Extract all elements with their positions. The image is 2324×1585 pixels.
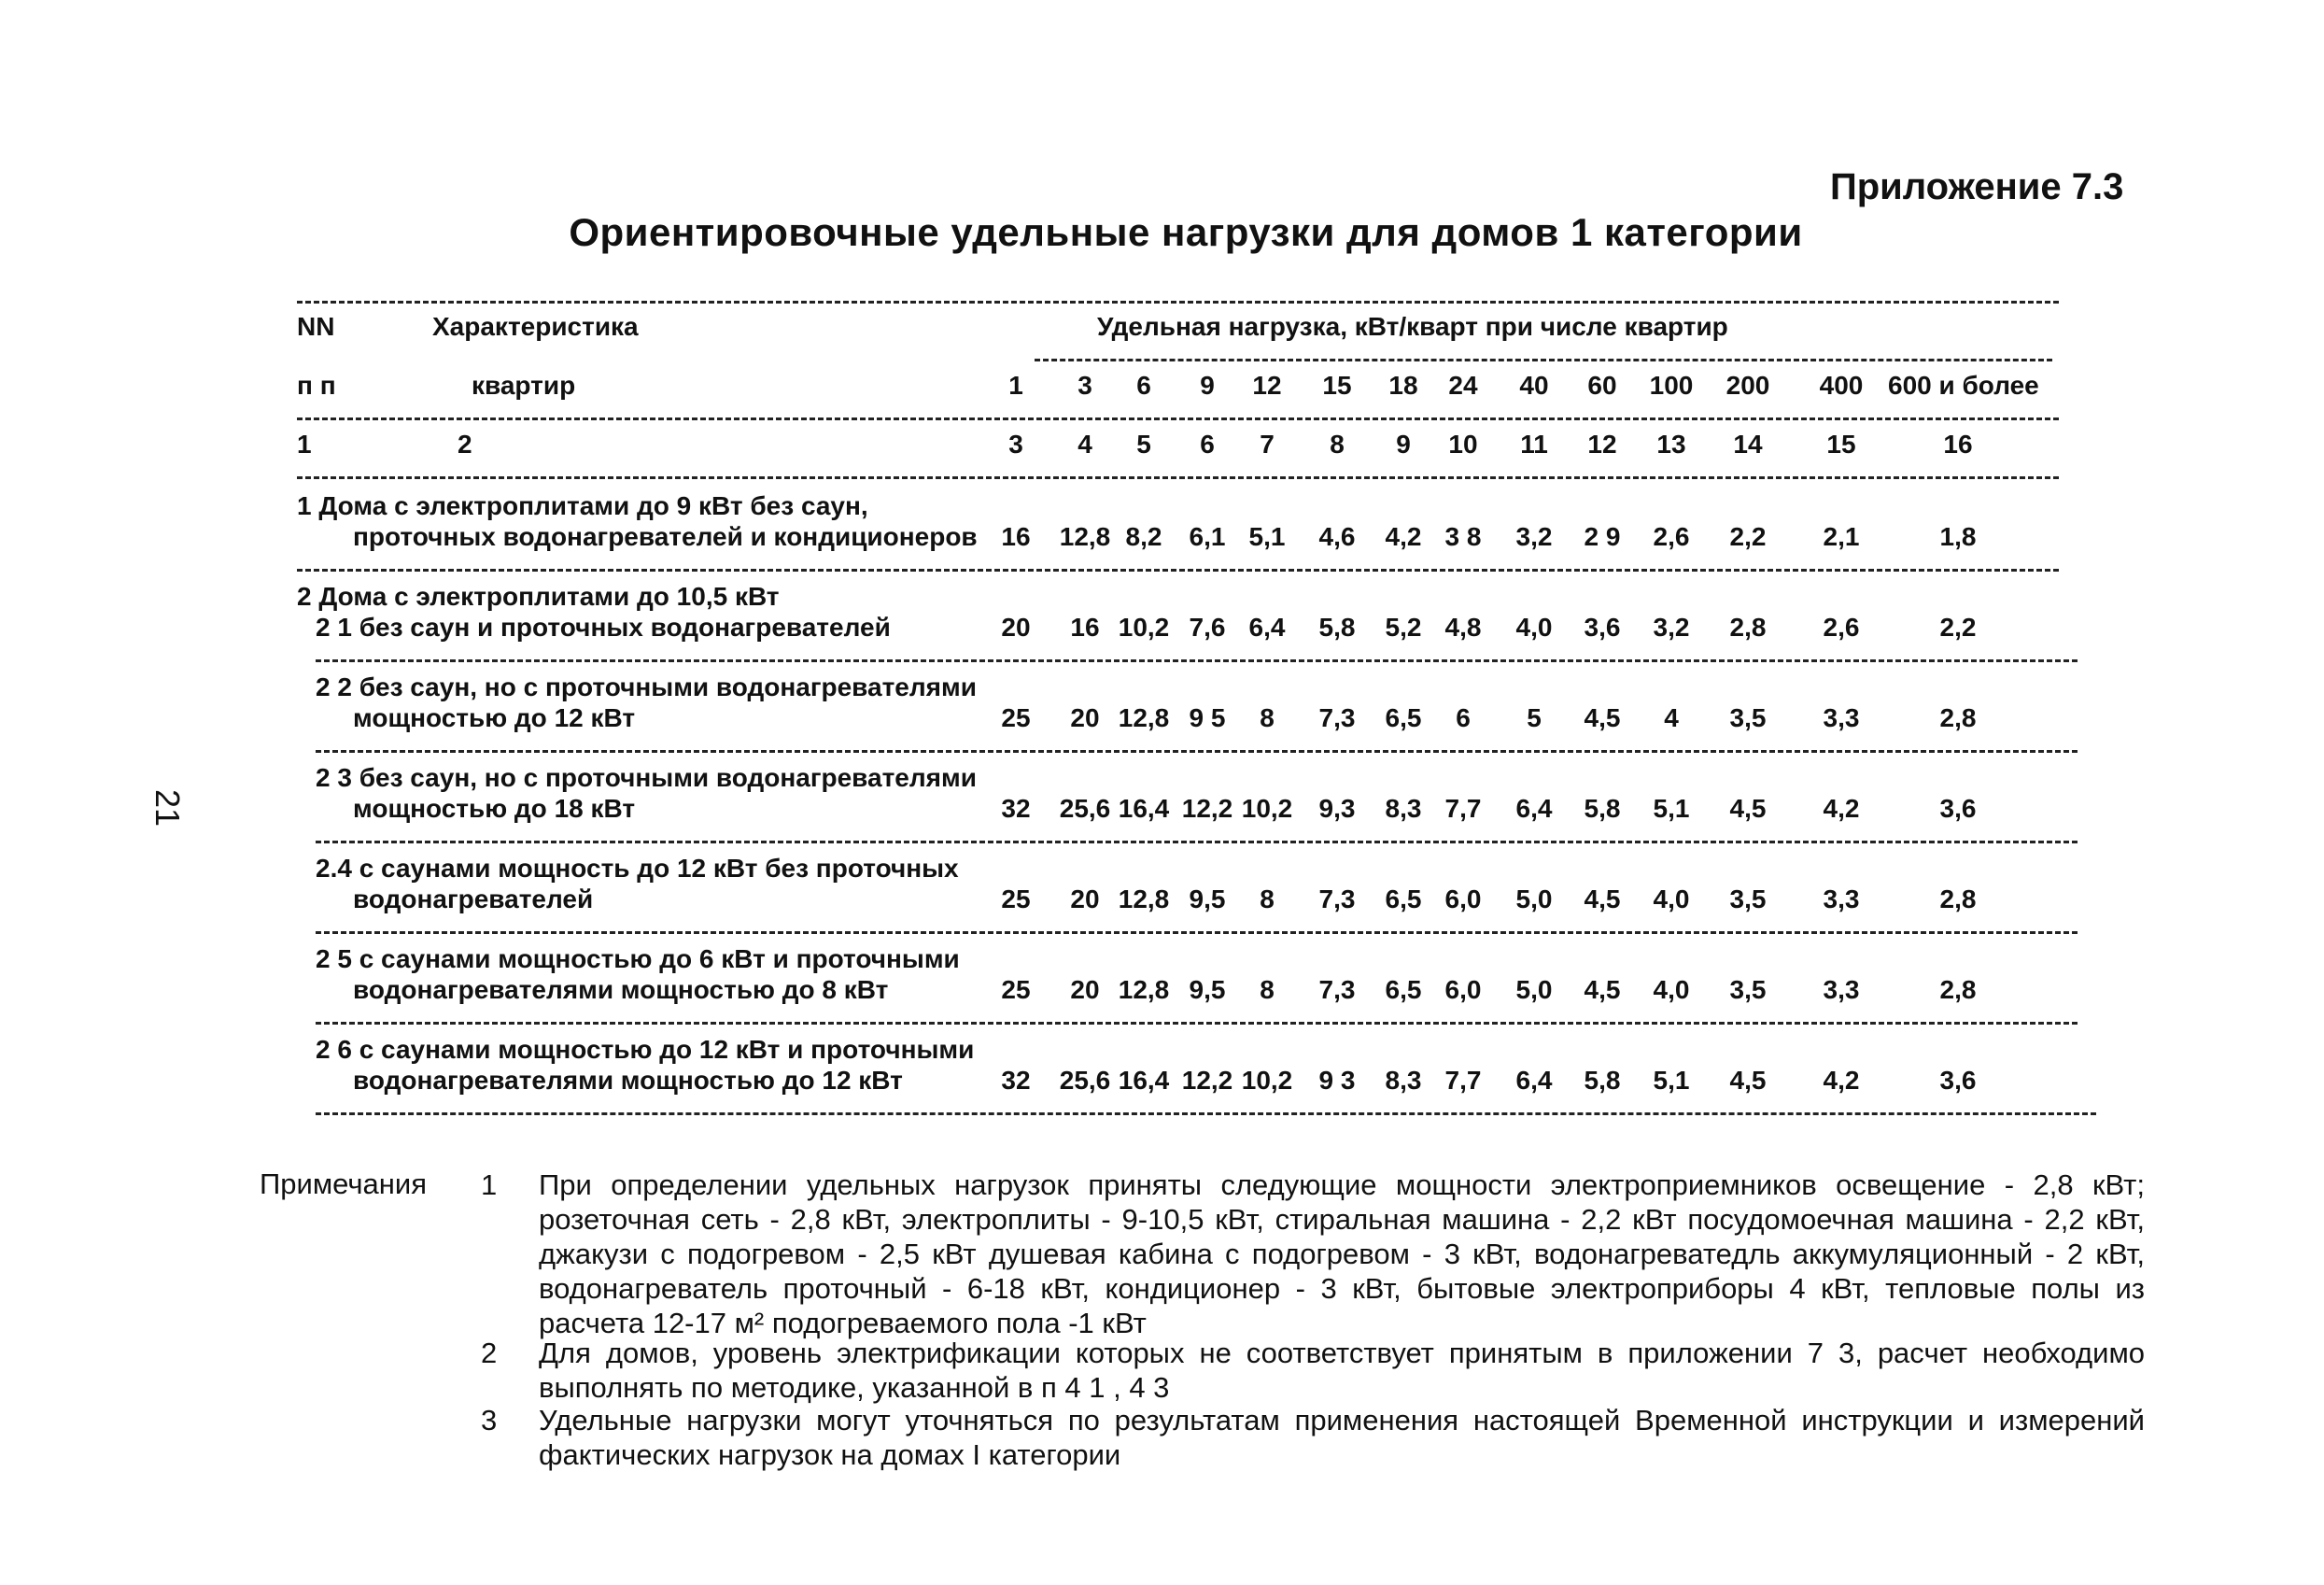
row-value: 8,3 (1385, 794, 1422, 823)
row-characteristic-line1: 2.4 с саунами мощность до 12 кВт без проточных (316, 854, 959, 883)
column-number: 4 (1077, 430, 1092, 459)
count-header: 600 и более (1888, 371, 2039, 400)
row-separator (297, 569, 2059, 572)
row-characteristic-line2: мощностью до 12 кВт (353, 703, 636, 732)
notes-label: Примечания (260, 1168, 427, 1200)
column-number: 1 (297, 430, 312, 459)
column-number: 5 (1136, 430, 1151, 459)
note-number: 1 (481, 1168, 498, 1201)
row-value: 20 (1070, 884, 1100, 913)
header-apartments: квартир (472, 371, 576, 400)
row-value: 20 (1070, 975, 1100, 1004)
row-value: 5,2 (1385, 613, 1422, 642)
row-value: 5 (1527, 703, 1542, 732)
row-value: 10,2 (1118, 613, 1170, 642)
row-value: 16 (1001, 522, 1031, 551)
row-separator (316, 1022, 2078, 1025)
header-nn: NN (297, 312, 335, 341)
row-value: 2,2 (1939, 613, 1977, 642)
rule-colnum-bottom (297, 476, 2059, 479)
column-number: 16 (1943, 430, 1973, 459)
row-value: 16,4 (1118, 1066, 1170, 1095)
row-characteristic-line2: 2 1 без саун и проточных водонагревателей (316, 613, 891, 642)
row-value: 12,8 (1118, 703, 1170, 732)
row-value: 3,2 (1653, 613, 1690, 642)
row-value: 8 (1260, 703, 1275, 732)
row-value: 8,2 (1125, 522, 1162, 551)
count-header: 12 (1252, 371, 1282, 400)
row-value: 6 (1456, 703, 1471, 732)
row-value: 4,5 (1584, 703, 1621, 732)
row-value: 6,4 (1515, 794, 1553, 823)
column-number: 11 (1520, 430, 1548, 459)
row-value: 9,3 (1318, 794, 1356, 823)
row-value: 6,0 (1444, 884, 1482, 913)
row-characteristic-line2: проточных водонагревателей и кондиционеров (353, 522, 978, 551)
row-value: 4,0 (1653, 884, 1690, 913)
row-value: 12,2 (1181, 794, 1233, 823)
row-value: 6,5 (1385, 975, 1422, 1004)
row-value: 6,4 (1248, 613, 1286, 642)
row-value: 25,6 (1059, 794, 1111, 823)
note-text: Для домов, уровень электрификации которых не соответствует принятым в приложении 7 3, расчет необходимо выполнять по методике, указанной в п 4 1 , 4 3 (539, 1337, 2145, 1404)
row-separator (316, 750, 2078, 753)
row-value: 3,3 (1823, 703, 1860, 732)
count-header: 100 (1649, 371, 1694, 400)
note-number: 3 (481, 1404, 498, 1436)
row-characteristic-line2: водонагревателями мощностью до 8 кВт (353, 975, 889, 1004)
column-number: 14 (1733, 430, 1763, 459)
row-value: 5,1 (1248, 522, 1286, 551)
row-value: 4,0 (1653, 975, 1690, 1004)
row-value: 2,1 (1823, 522, 1860, 551)
row-value: 7,3 (1318, 975, 1356, 1004)
count-header: 18 (1388, 371, 1418, 400)
row-value: 3,6 (1939, 1066, 1977, 1095)
row-value: 9,5 (1189, 975, 1226, 1004)
header-load-group: Удельная нагрузка, кВт/кварт при числе квартир (1097, 312, 1728, 341)
row-value: 4 (1664, 703, 1679, 732)
row-value: 2,8 (1939, 975, 1977, 1004)
count-header: 15 (1322, 371, 1352, 400)
count-header: 3 (1077, 371, 1092, 400)
count-header: 40 (1519, 371, 1549, 400)
row-value: 25,6 (1059, 1066, 1111, 1095)
row-value: 3 8 (1444, 522, 1482, 551)
row-value: 3,6 (1939, 794, 1977, 823)
row-value: 16,4 (1118, 794, 1170, 823)
row-value: 12,8 (1118, 884, 1170, 913)
count-header: 60 (1587, 371, 1617, 400)
row-characteristic-line1: 2 2 без саун, но с проточными водонагревателями (316, 672, 977, 701)
rule-group (1035, 359, 2052, 361)
row-value: 25 (1001, 975, 1031, 1004)
row-value: 2,8 (1729, 613, 1767, 642)
row-value: 3,5 (1729, 703, 1767, 732)
row-value: 32 (1001, 794, 1031, 823)
row-value: 25 (1001, 884, 1031, 913)
row-value: 4,8 (1444, 613, 1482, 642)
column-number: 15 (1826, 430, 1856, 459)
column-number: 9 (1396, 430, 1411, 459)
row-value: 2,8 (1939, 884, 1977, 913)
row-characteristic-line1: 2 Дома с электроплитами до 10,5 кВт (297, 582, 780, 611)
header-pp: п п (297, 371, 336, 400)
row-value: 9 5 (1189, 703, 1226, 732)
column-number: 10 (1448, 430, 1478, 459)
column-number: 6 (1200, 430, 1215, 459)
row-value: 7,3 (1318, 884, 1356, 913)
row-value: 4,5 (1584, 884, 1621, 913)
row-value: 4,5 (1584, 975, 1621, 1004)
note-text: При определении удельных нагрузок приняты следующие мощности электроприемников освещение - 2,8 кВт; розеточная сеть - 2,8 кВт, электроплиты - 9-10,5 кВт, стиральная машина - 2,2 кВт посудомоечная машина - 2,2 кВт, джакузи с подогревом - 2,5 кВт душевая кабина с подогревом - 3 кВт, водонагреватедль аккумуляционный - 2 кВт, водонагреватель проточный - 6-18 кВт, кондиционер - 3 кВт, бытовые электроприборы 4 кВт, тепловые полы из расчета 12-17 м² подогреваемого пола -1 кВт (539, 1168, 2145, 1339)
row-value: 9 3 (1318, 1066, 1356, 1095)
row-value: 12,8 (1059, 522, 1111, 551)
row-value: 20 (1070, 703, 1100, 732)
row-value: 5,8 (1584, 794, 1621, 823)
column-number: 2 (458, 430, 472, 459)
row-value: 4,6 (1318, 522, 1356, 551)
note-number: 2 (481, 1337, 498, 1369)
row-characteristic-line1: 1 Дома с электроплитами до 9 кВт без саун, (297, 491, 868, 520)
row-value: 7,7 (1444, 794, 1482, 823)
row-value: 4,2 (1823, 794, 1860, 823)
row-value: 2,2 (1729, 522, 1767, 551)
row-value: 6,1 (1189, 522, 1226, 551)
rule-head-bottom (297, 417, 2059, 420)
count-header: 9 (1200, 371, 1215, 400)
count-header: 24 (1448, 371, 1478, 400)
row-value: 3,2 (1515, 522, 1553, 551)
row-value: 3,6 (1584, 613, 1621, 642)
row-value: 6,5 (1385, 884, 1422, 913)
table-title: Ориентировочные удельные нагрузки для домов 1 категории (569, 210, 1803, 254)
row-value: 5,8 (1584, 1066, 1621, 1095)
row-value: 12,8 (1118, 975, 1170, 1004)
row-value: 3,5 (1729, 975, 1767, 1004)
row-value: 6,5 (1385, 703, 1422, 732)
row-value: 5,8 (1318, 613, 1356, 642)
column-number: 12 (1587, 430, 1617, 459)
row-value: 4,2 (1385, 522, 1422, 551)
row-value: 32 (1001, 1066, 1031, 1095)
row-value: 2,8 (1939, 703, 1977, 732)
row-value: 5,0 (1515, 884, 1553, 913)
count-header: 200 (1725, 371, 1770, 400)
row-value: 3,3 (1823, 975, 1860, 1004)
row-value: 9,5 (1189, 884, 1226, 913)
row-value: 5,0 (1515, 975, 1553, 1004)
row-characteristic-line2: мощностью до 18 кВт (353, 794, 636, 823)
column-number: 7 (1260, 430, 1275, 459)
count-header: 1 (1008, 371, 1023, 400)
row-value: 10,2 (1241, 794, 1293, 823)
row-separator (316, 931, 2078, 934)
row-value: 25 (1001, 703, 1031, 732)
row-separator (316, 1112, 2096, 1115)
row-value: 20 (1001, 613, 1031, 642)
row-characteristic-line2: водонагревателей (353, 884, 594, 913)
row-value: 3,3 (1823, 884, 1860, 913)
row-value: 8,3 (1385, 1066, 1422, 1095)
row-separator (316, 841, 2078, 843)
row-characteristic-line1: 2 3 без саун, но с проточными водонагревателями (316, 763, 977, 792)
page-number: 21 (148, 789, 187, 828)
count-header: 6 (1136, 371, 1151, 400)
row-value: 2,6 (1823, 613, 1860, 642)
row-value: 10,2 (1241, 1066, 1293, 1095)
row-value: 4,5 (1729, 1066, 1767, 1095)
row-value: 5,1 (1653, 794, 1690, 823)
row-value: 7,6 (1189, 613, 1226, 642)
row-characteristic-line2: водонагревателями мощностью до 12 кВт (353, 1066, 903, 1095)
row-value: 2,6 (1653, 522, 1690, 551)
row-value: 7,7 (1444, 1066, 1482, 1095)
row-value: 4,2 (1823, 1066, 1860, 1095)
header-characteristic: Характеристика (432, 312, 639, 341)
row-characteristic-line1: 2 6 с саунами мощностью до 12 кВт и проточными (316, 1035, 975, 1064)
row-value: 8 (1260, 975, 1275, 1004)
row-separator (316, 659, 2078, 662)
row-characteristic-line1: 2 5 с саунами мощностью до 6 кВт и проточными (316, 944, 960, 973)
row-value: 4,5 (1729, 794, 1767, 823)
column-number: 3 (1008, 430, 1023, 459)
row-value: 2 9 (1584, 522, 1621, 551)
note-text: Удельные нагрузки могут уточняться по результатам применения настоящей Временной инструкции и измерений фактических нагрузок на домах I категории (539, 1404, 2145, 1471)
row-value: 6,4 (1515, 1066, 1553, 1095)
column-number: 8 (1330, 430, 1345, 459)
row-value: 4,0 (1515, 613, 1553, 642)
row-value: 3,5 (1729, 884, 1767, 913)
row-value: 5,1 (1653, 1066, 1690, 1095)
row-value: 12,2 (1181, 1066, 1233, 1095)
row-value: 16 (1070, 613, 1100, 642)
appendix-label: Приложение 7.3 (1830, 166, 2124, 207)
column-number: 13 (1656, 430, 1686, 459)
rule-top (297, 301, 2059, 304)
row-value: 6,0 (1444, 975, 1482, 1004)
row-value: 8 (1260, 884, 1275, 913)
row-value: 7,3 (1318, 703, 1356, 732)
row-value: 1,8 (1939, 522, 1977, 551)
count-header: 400 (1819, 371, 1864, 400)
